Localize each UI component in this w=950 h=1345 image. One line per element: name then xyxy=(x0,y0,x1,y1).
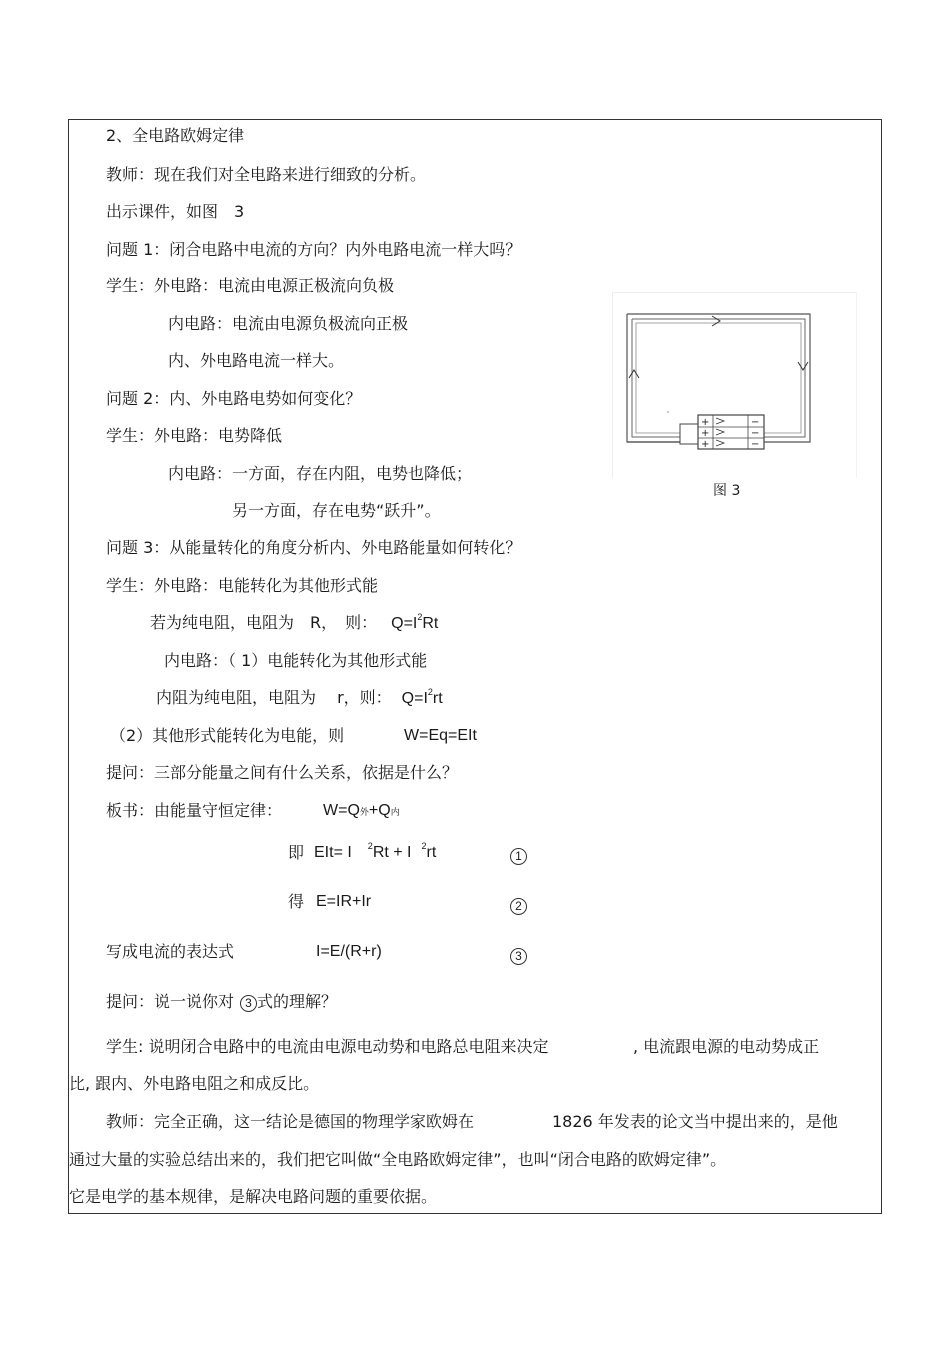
text-line: 出示课件，如图 3 xyxy=(106,202,245,221)
formula: W=Eq=EIt xyxy=(404,727,477,744)
text-line: 比, 跟内、外电路电阻之和成反比。 xyxy=(69,1074,320,1093)
plus-sign: + xyxy=(701,428,710,439)
minus-sign: − xyxy=(751,439,760,450)
text-line: 它是电学的基本规律，是解决电路问题的重要依据。 xyxy=(69,1187,438,1206)
text-line: 问题 1：闭合电路中电流的方向？内外电路电流一样大吗？ xyxy=(106,240,522,259)
formula-part: Q=I xyxy=(391,615,418,632)
figure-caption: 图 3 xyxy=(713,483,741,499)
text-line: 内电路：一方面，存在内阻，电势也降低； xyxy=(168,464,473,483)
text-line: 板书：由能量守恒定律： xyxy=(106,801,283,820)
equation-number: 3 xyxy=(510,948,527,965)
text-line: 教师：完全正确，这一结论是德国的物理学家欧姆在 xyxy=(106,1112,475,1131)
plus-sign: + xyxy=(701,417,710,428)
formula-part: W=Q xyxy=(323,802,360,819)
formula-part: rt xyxy=(432,690,443,707)
section-heading: 2、全电路欧姆定律 xyxy=(106,126,245,145)
text-line: 内电路：电流由电源负极流向正极 xyxy=(168,314,409,333)
text-line: 教师：现在我们对全电路来进行细致的分析。 xyxy=(106,165,427,184)
formula xyxy=(314,843,436,864)
formula xyxy=(391,612,439,632)
text-line: 学生：外电路：电流由电源正极流向负极 xyxy=(106,276,395,295)
superscript: 2 xyxy=(421,841,427,851)
equation-number: 1 xyxy=(510,848,527,865)
formula-part: EIt= I xyxy=(314,844,352,861)
text-line: 1826 年发表的论文当中提出来的，是他 xyxy=(552,1112,838,1131)
formula-part: rt xyxy=(426,844,437,861)
circuit-diagram xyxy=(612,292,857,478)
text-line: 通过大量的实验总结出来的，我们把它叫做“全电路欧姆定律”，也叫“闭合电路的欧姆定律”。 xyxy=(69,1150,727,1169)
subscript: 内 xyxy=(390,807,400,817)
superscript: 2 xyxy=(427,687,433,697)
text-line xyxy=(150,613,438,635)
subscript: 外 xyxy=(359,807,369,817)
formula-part: Rt + I xyxy=(372,844,412,861)
equation-reference: 3 xyxy=(240,995,257,1012)
formula xyxy=(323,801,400,822)
formula: E=IR+Ir xyxy=(316,893,372,910)
superscript: 2 xyxy=(367,841,373,851)
equation-number: 2 xyxy=(510,898,527,915)
formula: I=E/(R+r) xyxy=(316,943,382,960)
circuit-figure xyxy=(612,292,857,478)
text-segment: 式的理解？ xyxy=(257,992,338,1011)
minus-sign: − xyxy=(751,428,760,439)
text-line: 问题 3：从能量转化的角度分析内、外电路能量如何转化？ xyxy=(106,538,522,557)
text-line: 内电路：（ 1）电能转化为其他形式能 xyxy=(164,651,428,670)
text-line: 写成电流的表达式 xyxy=(106,942,235,961)
text-line: （2）其他形式能转化为电能，则 xyxy=(110,726,345,745)
text-line xyxy=(106,992,337,1012)
plus-sign: + xyxy=(701,439,710,450)
text-line: 学生: 说明闭合电路中的电流由电源电动势和电路总电阻来决定 xyxy=(106,1037,549,1056)
text-line: 问题 2：内、外电路电势如何变化？ xyxy=(106,389,362,408)
text-line: 学生：外电路：电能转化为其他形式能 xyxy=(106,576,379,595)
formula-part: Q=I xyxy=(401,690,428,707)
text-line: 另一方面，存在电势“跃升”。 xyxy=(232,501,441,520)
text-line: 得 xyxy=(288,892,305,911)
formula-part: Rt xyxy=(422,615,439,632)
text-line xyxy=(156,688,443,710)
superscript: 2 xyxy=(417,612,423,622)
text-line: 即 xyxy=(288,843,305,862)
formula-part: +Q xyxy=(368,802,391,819)
text-segment: 若为纯电阻，电阻为 R， 则： xyxy=(150,613,378,632)
text-line: 内、外电路电流一样大。 xyxy=(168,351,345,370)
text-segment: 内阻为纯电阻，电阻为 r，则： xyxy=(156,688,392,707)
text-line: 学生：外电路：电势降低 xyxy=(106,426,283,445)
text-segment: 提问：说一说你对 xyxy=(106,992,235,1011)
text-line: 提问：三部分能量之间有什么关系，依据是什么？ xyxy=(106,763,459,782)
minus-sign: − xyxy=(751,417,760,428)
formula xyxy=(401,687,443,707)
text-line: , 电流跟电源的电动势成正 xyxy=(633,1037,820,1056)
